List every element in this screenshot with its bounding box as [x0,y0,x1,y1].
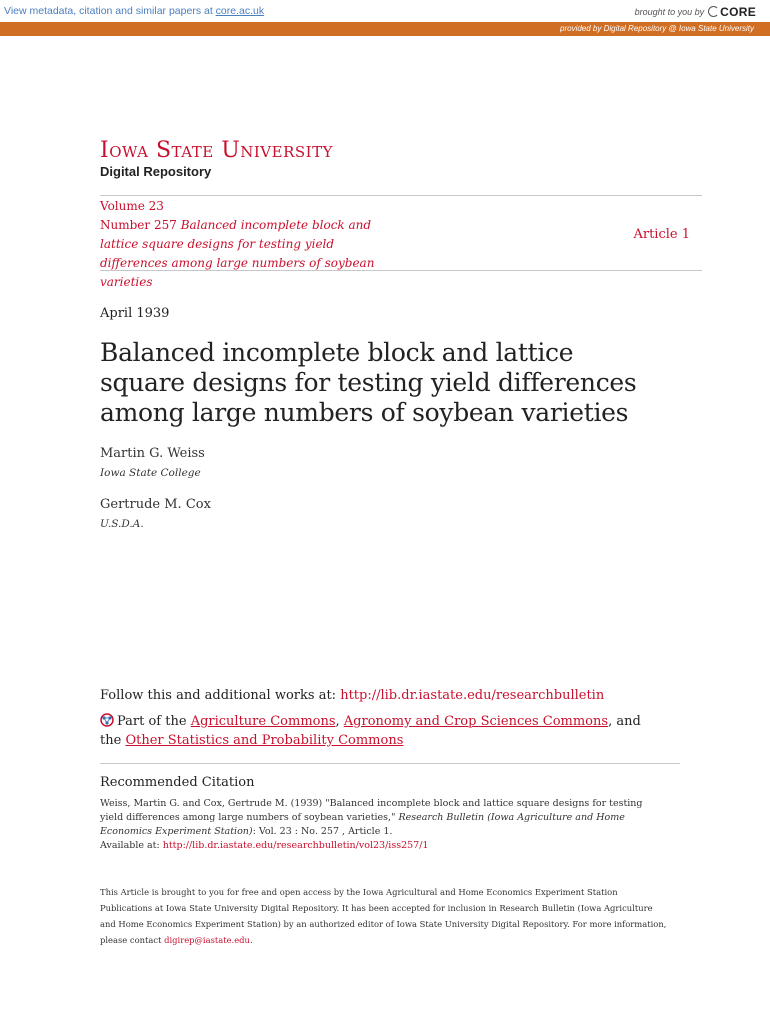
isu-logo-subtitle: Digital Repository [100,164,212,179]
divider-top [100,195,702,196]
statistics-commons-link[interactable]: Other Statistics and Probability Commons [125,733,404,748]
access-notice: This Article is brought to you for free and open access by the Iowa Agricultural and Home Economics Experiment Station Publications at Iowa State University Digital Repository. It has been accepted for inclusion in Research Bulletin (Iowa Agriculture and Home Economics Experiment Station) by an authorized editor of Iowa State University Digital Repository. For more information, please contact digirep@iastate.edu. [100,887,667,945]
core-logo[interactable]: CORE [708,5,756,19]
follow-works: Follow this and additional works at: http://lib.dr.iastate.edu/researchbulletin [100,688,605,703]
author-name: Gertrude M. Cox [100,497,211,512]
citation-text: Weiss, Martin G. and Cox, Gertrude M. (1939) "Balanced incomplete block and lattice square designs for testing yield differences among large numbers of soybean varieties," Research Bulletin (Iowa Agriculture and Home Economics Experiment Station): Vol. 23 : No. 257 , Article 1. Available at: http://lib.dr.iastate.edu/researchbulletin/vol23/iss257/1 [100,798,643,851]
issue-number-link[interactable]: Number 257 Balanced incomplete block and lattice square designs for testing yield differences among large numbers of soybean varieties [100,218,375,289]
author-affiliation: U.S.D.A. [100,518,144,530]
author-name: Martin G. Weiss [100,446,205,461]
network-share-icon [100,713,114,727]
core-link[interactable]: core.ac.uk [215,5,265,17]
research-bulletin-link[interactable]: http://lib.dr.iastate.edu/researchbulletin [340,688,605,703]
agronomy-commons-link[interactable]: Agronomy and Crop Sciences Commons [343,714,609,729]
core-brought-by: brought to you by CORE [634,5,756,19]
issue-info [100,197,400,292]
core-logo-icon [708,6,719,17]
divider-citation [100,763,680,764]
citation-url-link[interactable]: http://lib.dr.iastate.edu/researchbulletin/vol23/iss257/1 [162,840,429,851]
isu-logo-title: Iowa State University [100,138,333,163]
part-of-commons: Part of the Agriculture Commons, Agronomy and Crop Sciences Commons, and the Other Statistics and Probability Commons [100,714,641,748]
recommended-citation-heading: Recommended Citation [100,775,255,790]
article-link[interactable]: Article 1 [633,227,690,242]
volume-link[interactable]: Volume 23 [100,199,164,213]
agriculture-commons-link[interactable]: Agriculture Commons [190,714,336,729]
contact-email-link[interactable]: digirep@iastate.edu [164,935,250,945]
core-header-bar [0,0,770,22]
article-title: Balanced incomplete block and lattice square designs for testing yield differences among large numbers of soybean varieties [100,338,637,427]
divider-bottom [100,270,702,271]
author-affiliation: Iowa State College [100,467,201,479]
core-metadata-text: View metadata, citation and similar papers at core.ac.uk [4,5,265,17]
provided-by-bar: provided by Digital Repository @ Iowa State University [0,22,770,36]
publication-date: April 1939 [100,306,170,321]
